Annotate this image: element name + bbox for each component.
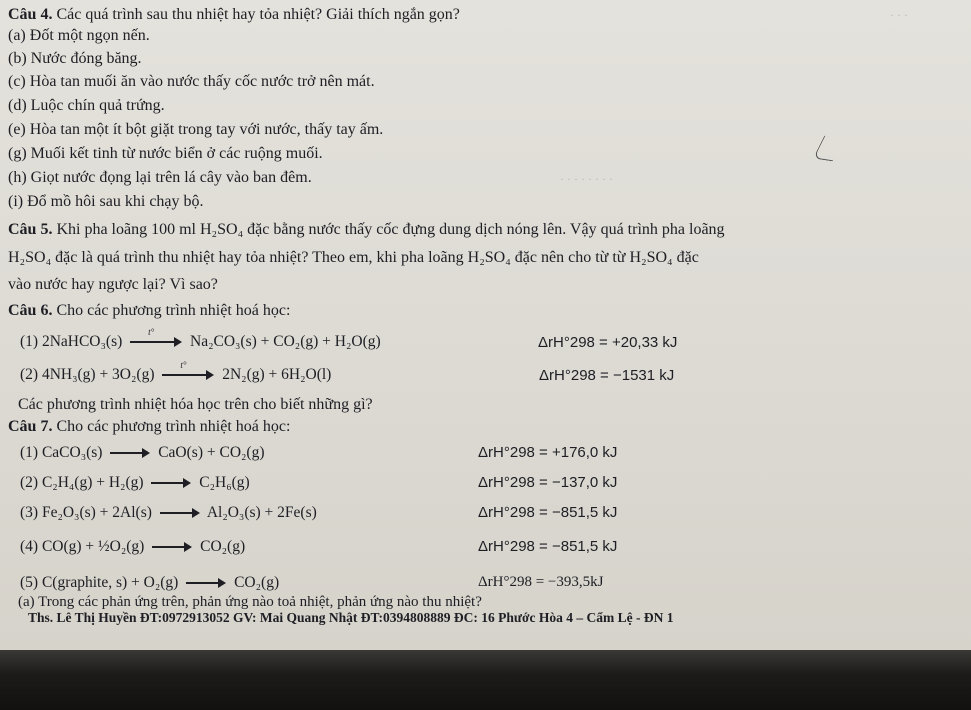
q7-equation [20, 574, 279, 592]
equation-number: (5) [20, 574, 39, 591]
q4-item: (c) Hòa tan muối ăn vào nước thấy cốc nước trở nên mát. [8, 73, 375, 90]
q4-item: (d) Luộc chín quả trứng. [8, 97, 165, 114]
equation-products: CO₂(g) [234, 574, 280, 591]
footer: Ths. Lê Thị Huyền ĐT:0972913052 GV: Mai Quang Nhật ĐT:0394808889 ĐC: 16 Phước Hòa 4 – Cẩm Lệ - ĐN 1 [28, 610, 674, 625]
reaction-arrow [151, 478, 191, 488]
q7-title: Câu 7. [8, 418, 53, 435]
equation-number: (4) [20, 538, 39, 555]
q5-title: Câu 5. [8, 221, 53, 238]
q7-equation [20, 474, 250, 492]
q4-item: (e) Hòa tan một ít bột giặt trong tay với nước, thấy tay ấm. [8, 121, 384, 138]
equation-products: CaO(s) + CO₂(g) [158, 444, 265, 461]
q7-enthalpy: ΔrH°298 = −851,5 kJ [478, 504, 618, 521]
equation-reactants: Fe₂O₃(s) + 2Al(s) [41, 504, 152, 521]
q6-equation-2 [20, 360, 332, 384]
q7-equation [20, 504, 317, 522]
reaction-arrow [186, 578, 226, 588]
equation-number: (1) [20, 333, 39, 350]
equation-reactants: C₂H₄(g) + H₂(g) [41, 474, 144, 491]
q7-heading [8, 418, 290, 436]
equation-number: (3) [20, 504, 39, 521]
q6-title: Câu 6. [8, 302, 53, 319]
reaction-arrow [160, 508, 200, 518]
q7-equation [20, 444, 265, 462]
reaction-arrow [130, 327, 182, 347]
q4-item: (a) Đốt một ngọn nến. [8, 27, 150, 44]
equation-products: Na₂CO₃(s) + CO₂(g) + H₂O(g) [190, 333, 381, 350]
equation-reactants: 2NaHCO₃(s) [41, 333, 123, 350]
q7-enthalpy: ΔrH°298 = −851,5 kJ [478, 538, 618, 555]
equation-reactants: CaCO₃(s) [41, 444, 103, 461]
q5-line-1 [8, 221, 725, 239]
equation-number: (1) [20, 444, 39, 461]
handwritten-mark [813, 136, 844, 162]
q6-enthalpy-1: ΔrH°298 = +20,33 kJ [538, 334, 678, 351]
equation-products: Al₂O₃(s) + 2Fe(s) [206, 504, 317, 521]
reaction-condition: t° [180, 360, 187, 371]
equation-number: (2) [20, 366, 39, 383]
q5-line-2: H₂SO₄ đặc là quá trình thu nhiệt hay tỏa nhiệt? Theo em, khi pha loãng H₂SO₄ đặc nên cho từ từ H₂SO₄ đặc [8, 249, 699, 266]
q4-item: (i) Đổ mồ hôi sau khi chạy bộ. [8, 193, 204, 210]
equation-reactants: 4NH₃(g) + 3O₂(g) [41, 366, 155, 383]
q4-item: (h) Giọt nước đọng lại trên lá cây vào ban đêm. [8, 169, 312, 186]
q6-question: Các phương trình nhiệt hóa học trên cho biết những gì? [18, 396, 373, 413]
bottom-shadow [0, 650, 971, 710]
q5-text: Khi pha loãng 100 ml H₂SO₄ đặc bằng nước thấy cốc đựng dung dịch nóng lên. Vậy quá trình pha loãng [56, 221, 725, 238]
q7-enthalpy: ΔrH°298 = −137,0 kJ [478, 474, 618, 491]
q4-title: Câu 4. [8, 6, 53, 23]
reaction-condition: t° [148, 327, 155, 338]
q4-item: (b) Nước đóng băng. [8, 50, 142, 67]
q4-item: (g) Muối kết tinh từ nước biển ở các ruộng muối. [8, 145, 323, 162]
q6-enthalpy-2: ΔrH°298 = −1531 kJ [539, 367, 675, 384]
q7-enthalpy: ΔrH°298 = −393,5kJ [478, 574, 604, 590]
q7-enthalpy: ΔrH°298 = +176,0 kJ [478, 444, 618, 461]
equation-reactants: CO(g) + ½O₂(g) [41, 538, 145, 555]
q6-text: Cho các phương trình nhiệt hoá học: [56, 302, 291, 319]
reaction-arrow [152, 542, 192, 552]
q4-heading [8, 6, 460, 24]
equation-number: (2) [20, 474, 39, 491]
q7-equation [20, 538, 245, 556]
q6-heading [8, 302, 290, 320]
equation-reactants: C(graphite, s) + O₂(g) [41, 574, 179, 591]
reaction-arrow [110, 448, 150, 458]
reaction-arrow [162, 360, 214, 380]
q7-text: Cho các phương trình nhiệt hoá học: [56, 418, 291, 435]
equation-products: 2N₂(g) + 6H₂O(l) [222, 366, 332, 383]
bleed-through-text: · · · [890, 8, 908, 22]
equation-products: C₂H₆(g) [199, 474, 250, 491]
q4-text: Các quá trình sau thu nhiệt hay tỏa nhiệt? Giải thích ngắn gọn? [56, 6, 460, 23]
q6-equation-1 [20, 327, 381, 351]
q5-line-3: vào nước hay ngược lại? Vì sao? [8, 276, 218, 293]
equation-products: CO₂(g) [200, 538, 246, 555]
bleed-through-text: · · · · · · · · [560, 172, 613, 186]
q7-question: (a) Trong các phản ứng trên, phản ứng nào toả nhiệt, phản ứng nào thu nhiệt? [18, 594, 482, 610]
